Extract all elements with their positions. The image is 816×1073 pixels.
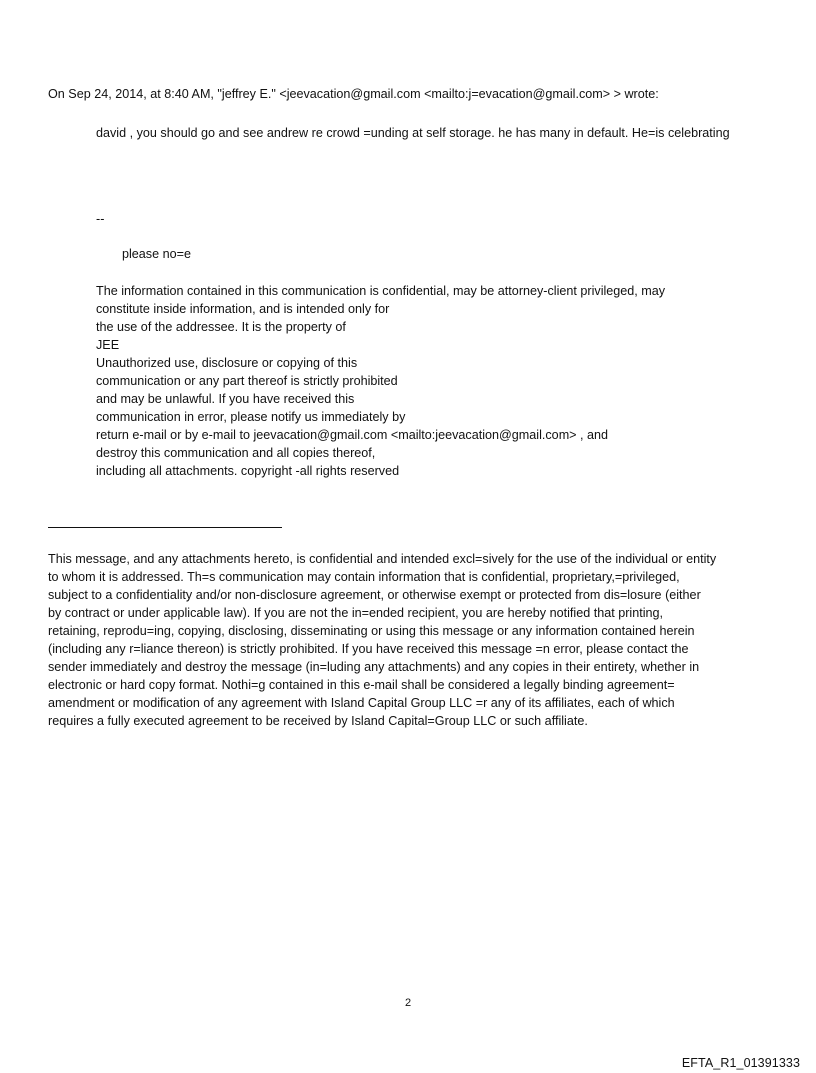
confidentiality-line: and may be unlawful. If you have received this <box>96 392 355 406</box>
disclaimer-line: (including any r=liance thereon) is strictly prohibited. If you have received this message =n error, please contact the <box>48 642 689 656</box>
confidentiality-notice <box>96 282 776 480</box>
confidentiality-line: JEE <box>96 338 120 352</box>
disclaimer-line: sender immediately and destroy the message (in=luding any attachments) and any copies in their entirety, whether in <box>48 660 700 674</box>
confidentiality-line: the use of the addressee. It is the property of <box>96 320 346 334</box>
document-id-stamp: EFTA_R1_01391333 <box>681 1056 800 1070</box>
confidentiality-line: constitute inside information, and is intended only for <box>96 302 390 316</box>
disclaimer-line: amendment or modification of any agreement with Island Capital Group LLC =r any of its affiliates, each of which <box>48 696 675 710</box>
confidentiality-line: including all attachments. copyright -all rights reserved <box>96 464 400 478</box>
please-note-line: please no=e <box>122 247 191 261</box>
legal-disclaimer <box>48 550 783 730</box>
confidentiality-line: return e-mail or by e-mail to jeevacation@gmail.com <mailto:jeevacation@gmail.com> , and <box>96 428 609 442</box>
email-body-text: david , you should go and see andrew re crowd =unding at self storage. he has many in default. He=is celebrating <box>96 126 730 140</box>
disclaimer-line: by contract or under applicable law). If you are not the in=ended recipient, you are hereby notified that printing, <box>48 606 664 620</box>
disclaimer-line: This message, and any attachments hereto, is confidential and intended excl=sively for the use of the individual or entity <box>48 552 717 566</box>
disclaimer-line: subject to a confidentiality and/or non-disclosure agreement, or otherwise exempt or protected from dis=losure (either <box>48 588 701 602</box>
page-number: 2 <box>404 997 412 1009</box>
section-divider <box>48 527 282 528</box>
email-header-line: On Sep 24, 2014, at 8:40 AM, "jeffrey E." <jeevacation@gmail.com <mailto:j=evacation@gmail.com> > wrote: <box>48 87 659 101</box>
confidentiality-line: destroy this communication and all copies thereof, <box>96 446 376 460</box>
confidentiality-line: communication in error, please notify us immediately by <box>96 410 406 424</box>
confidentiality-line: Unauthorized use, disclosure or copying of this <box>96 356 358 370</box>
confidentiality-line: The information contained in this communication is confidential, may be attorney-client privileged, may <box>96 284 666 298</box>
disclaimer-line: requires a fully executed agreement to be received by Island Capital=Group LLC or such affiliate. <box>48 714 588 728</box>
disclaimer-line: electronic or hard copy format. Nothi=g contained in this e-mail shall be considered a legally binding agreement= <box>48 678 675 692</box>
signature-separator: -- <box>96 212 105 226</box>
disclaimer-line: to whom it is addressed. Th=s communication may contain information that is confidential, proprietary,=privileged, <box>48 570 680 584</box>
confidentiality-line: communication or any part thereof is strictly prohibited <box>96 374 398 388</box>
disclaimer-line: retaining, reprodu=ing, copying, disclosing, disseminating or using this message or any information contained herein <box>48 624 695 638</box>
